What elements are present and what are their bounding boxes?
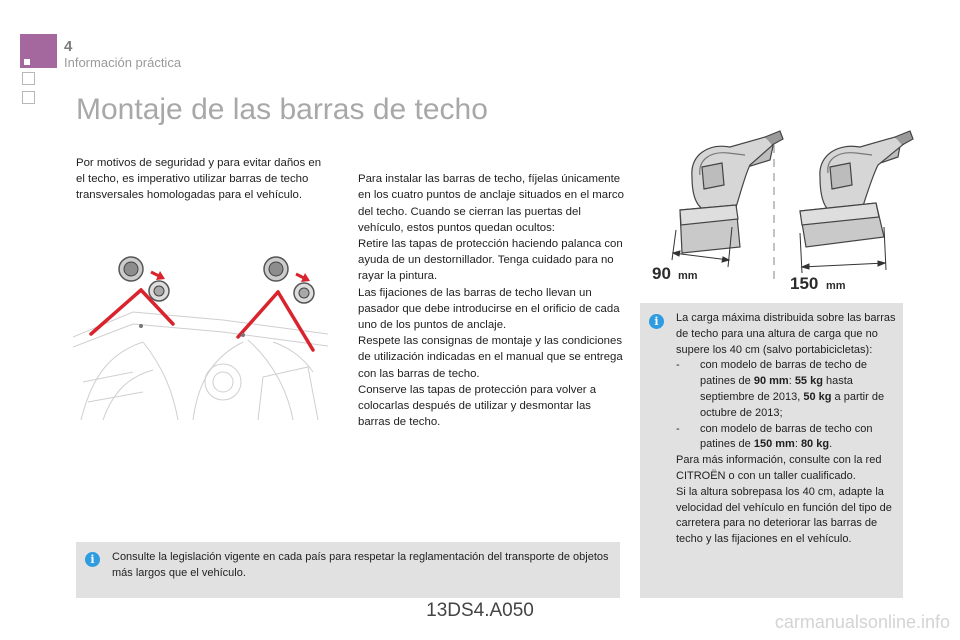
chapter-number: 4 [64,38,73,55]
load-info-intro: La carga máxima distribuida sobre las barras de techo para una altura de carga que no supere los 40 cm (salvo portabicicletas): [676,312,896,356]
legislation-note: Consulte la legislación vigente en cada país para respetar la reglamentación del transporte de objetos más largos que el vehículo. [112,551,609,579]
load-item-150mm: - con modelo de barras de techo con patines de 150 mm: 80 kg. [676,422,898,454]
document-code: 13DS4.A050 [426,600,534,621]
page-title: Montaje de las barras de techo [76,93,488,126]
chapter-tab [20,34,57,68]
dimension-label-150: 150 [790,274,819,293]
load-info-text [676,311,898,548]
info-icon: i [649,314,664,329]
instruction-step: Las fijaciones de las barras de techo llevan un pasador que debe introducirse en el orificio de cada uno de los puntos de anclaje. [358,286,620,332]
roof-bar-feet-figure [640,115,930,298]
instructions [358,155,624,430]
load-info-box [640,303,903,598]
instruction-step: Conserve las tapas de protección para volver a colocarlas después de utilizar y desmontar las barras de techo. [358,383,597,429]
dimension-label-90: 90 [652,264,671,283]
legislation-info-box [76,542,620,598]
dimension-unit-150: mm [826,280,846,292]
instruction-step: Para instalar las barras de techo, fíjelas únicamente en los cuatro puntos de anclaje situados en el marco del techo. Cuando se cierran las puertas del vehículo, estos puntos quedan ocultos: [358,173,624,234]
anchor-points-illustration [73,242,328,420]
height-warning-text: Si la altura sobrepasa los 40 cm, adapte la velocidad del vehículo en función del tipo de carretera para no deteriorar las barras de techo y las fijaciones en el vehículo. [676,485,892,546]
page-marker-square [22,91,35,104]
list-dash: - [676,359,680,372]
instruction-step: Retire las tapas de protección haciendo palanca con ayuda de un destornillador. Tenga cuidado para no rayar la pintura. [358,238,623,283]
dimension-unit-90: mm [678,270,698,282]
intro-paragraph: Por motivos de seguridad y para evitar daños en el techo, es imperativo utilizar barras de techo transversales homologadas para el vehículo. [76,157,322,202]
list-dash: - [676,422,680,435]
more-info-text: Para más información, consulte con la red CITROËN o con un taller cualificado. [676,454,882,482]
info-icon: i [85,552,100,567]
chapter-title: Información práctica [64,55,182,70]
load-item-90mm: - con modelo de barras de techo de patines de 90 mm: 55 kg hasta septiembre de 2013, 50 kg a partir de octubre de 2013; [676,358,898,421]
chapter-tab-marker [24,59,30,65]
page-marker-square [22,72,35,85]
instruction-step: Respete las consignas de montaje y las condiciones de utilización indicadas en el manual que se entrega con las barras de techo. [358,335,623,380]
watermark: carmanualsonline.info [774,612,950,632]
